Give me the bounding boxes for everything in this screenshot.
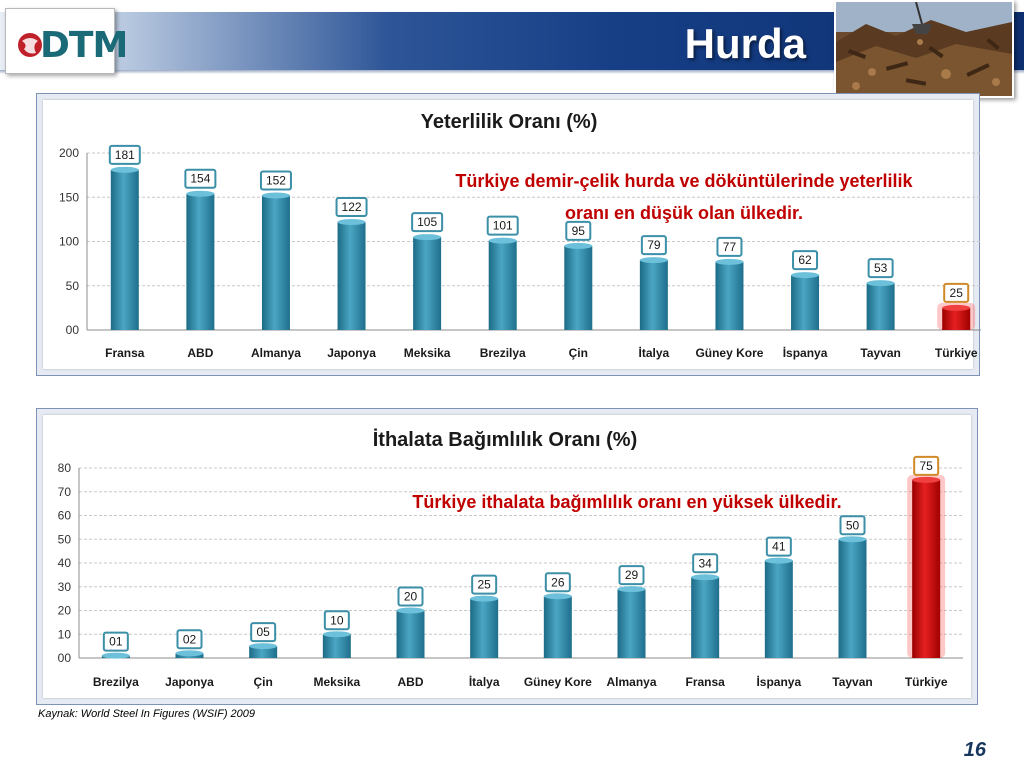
bar-cap [176,650,204,656]
bar-cap [413,234,441,240]
bar-cap [338,219,366,225]
y-tick-label: 00 [57,651,71,665]
category-label: Çin [253,675,273,689]
chart-title: İthalata Bağımlılık Oranı (%) [372,429,638,451]
y-tick-label: 50 [65,278,79,293]
bar-cap [618,586,646,592]
y-tick-label: 80 [57,461,71,475]
chart-title: Yeterlilik Oranı (%) [420,111,598,133]
data-label: 62 [798,253,812,268]
y-tick-label: 100 [58,234,79,249]
data-label: 79 [647,238,661,253]
category-label: Tayvan [832,675,873,689]
category-label: Brezilya [479,346,526,360]
data-label: 25 [949,285,963,300]
logo-text: DTM [40,25,128,66]
slide-title: Hurda [684,20,806,67]
chart-ithalat-panel [36,408,978,705]
bar [397,611,425,659]
data-label: 154 [190,171,211,186]
bar-cap [111,167,139,173]
bar-cap [912,477,940,483]
category-label: Japonya [165,675,214,689]
chart-yeterlilik-panel [36,93,980,376]
bar-cap [867,280,895,286]
data-label: 181 [114,147,135,162]
bar-cap [691,574,719,580]
bar [489,241,517,330]
category-label: Türkiye [904,675,948,689]
bar-cap [942,305,970,311]
category-label: Almanya [250,346,301,360]
bar [338,222,366,330]
bar [564,246,592,330]
y-tick-label: 60 [57,508,71,523]
y-tick-label: 200 [58,146,79,160]
bar [262,195,290,330]
data-label: 77 [722,239,737,254]
bar-cap [397,608,425,614]
category-label: İtalya [468,675,500,689]
chart-yeterlilik [37,94,981,377]
bar [765,561,793,658]
bar-cap [640,257,668,263]
category-label: Meksika [403,346,451,360]
data-label: 41 [772,539,786,554]
data-label: 25 [477,577,491,592]
category-label: Fransa [685,675,725,689]
bar [640,260,668,330]
bar [111,170,139,330]
data-label: 122 [341,200,362,215]
data-label: 10 [330,613,344,628]
bar-cap [323,631,351,637]
y-tick-label: 40 [57,556,71,570]
y-tick-label: 20 [57,603,71,618]
data-label: 105 [417,215,438,230]
category-label: Çin [568,346,588,360]
data-label: 152 [265,173,286,188]
logo [5,8,128,74]
chart-ithalat [37,409,979,706]
y-tick-label: 00 [65,323,79,337]
category-label: ABD [397,675,424,689]
bar [323,634,351,658]
data-label: 02 [182,632,197,647]
bar-cap [791,272,819,278]
category-label: Güney Kore [523,675,592,689]
bar-cap [102,653,130,659]
bar-cap [489,238,517,244]
category-label: Fransa [105,346,145,360]
y-tick-label: 50 [57,532,71,547]
category-label: İtalya [638,346,670,360]
bar [691,577,719,658]
chart-annotation: oranı en düşük olan ülkedir. [564,203,804,223]
category-label: ABD [187,346,214,360]
bar-cap [186,191,214,197]
page-number: 16 [963,739,986,761]
category-label: Güney Kore [695,346,764,360]
category-label: Türkiye [934,346,978,360]
bar [470,599,498,658]
category-label: Meksika [313,675,361,689]
bar-cap [839,536,867,542]
bar [912,480,940,658]
y-tick-label: 10 [57,627,71,642]
data-label: 26 [551,575,565,590]
category-label: Almanya [606,675,657,689]
chart-annotation: Türkiye ithalata bağımlılık oranı en yüksek ülkedir. [412,492,842,512]
category-label: İspanya [756,675,802,689]
data-label: 01 [109,634,123,649]
data-label: 95 [571,223,585,238]
scrap-metal-photo [834,0,1014,98]
data-label: 20 [403,589,418,604]
data-label: 50 [845,518,860,533]
bar-cap [544,593,572,599]
bar [618,589,646,658]
bar [544,596,572,658]
bar-cap [249,643,277,649]
y-tick-label: 30 [57,579,71,594]
bar-cap [765,558,793,564]
bar-cap [715,259,743,265]
bar [942,308,970,330]
bar [839,539,867,658]
data-label: 05 [256,625,270,640]
bar-cap [262,192,290,198]
bar [715,262,743,330]
bar [791,275,819,330]
bar [413,237,441,330]
bar [867,283,895,330]
bar-cap [470,596,498,602]
data-label: 101 [492,218,513,233]
data-label: 75 [919,458,933,473]
data-label: 34 [698,556,712,571]
bar [186,194,214,330]
data-label: 29 [624,568,639,583]
y-tick-label: 150 [58,190,79,205]
bar-cap [564,243,592,249]
chart-annotation: Türkiye demir-çelik hurda ve döküntülerinde yeterlilik [455,171,913,191]
data-label: 53 [873,261,888,276]
category-label: Japonya [327,346,376,360]
y-tick-label: 70 [57,484,71,499]
category-label: Tayvan [860,346,901,360]
category-label: İspanya [782,346,828,360]
source-note: Kaynak: World Steel In Figures (WSIF) 2009 [38,708,256,720]
category-label: Brezilya [92,675,139,689]
